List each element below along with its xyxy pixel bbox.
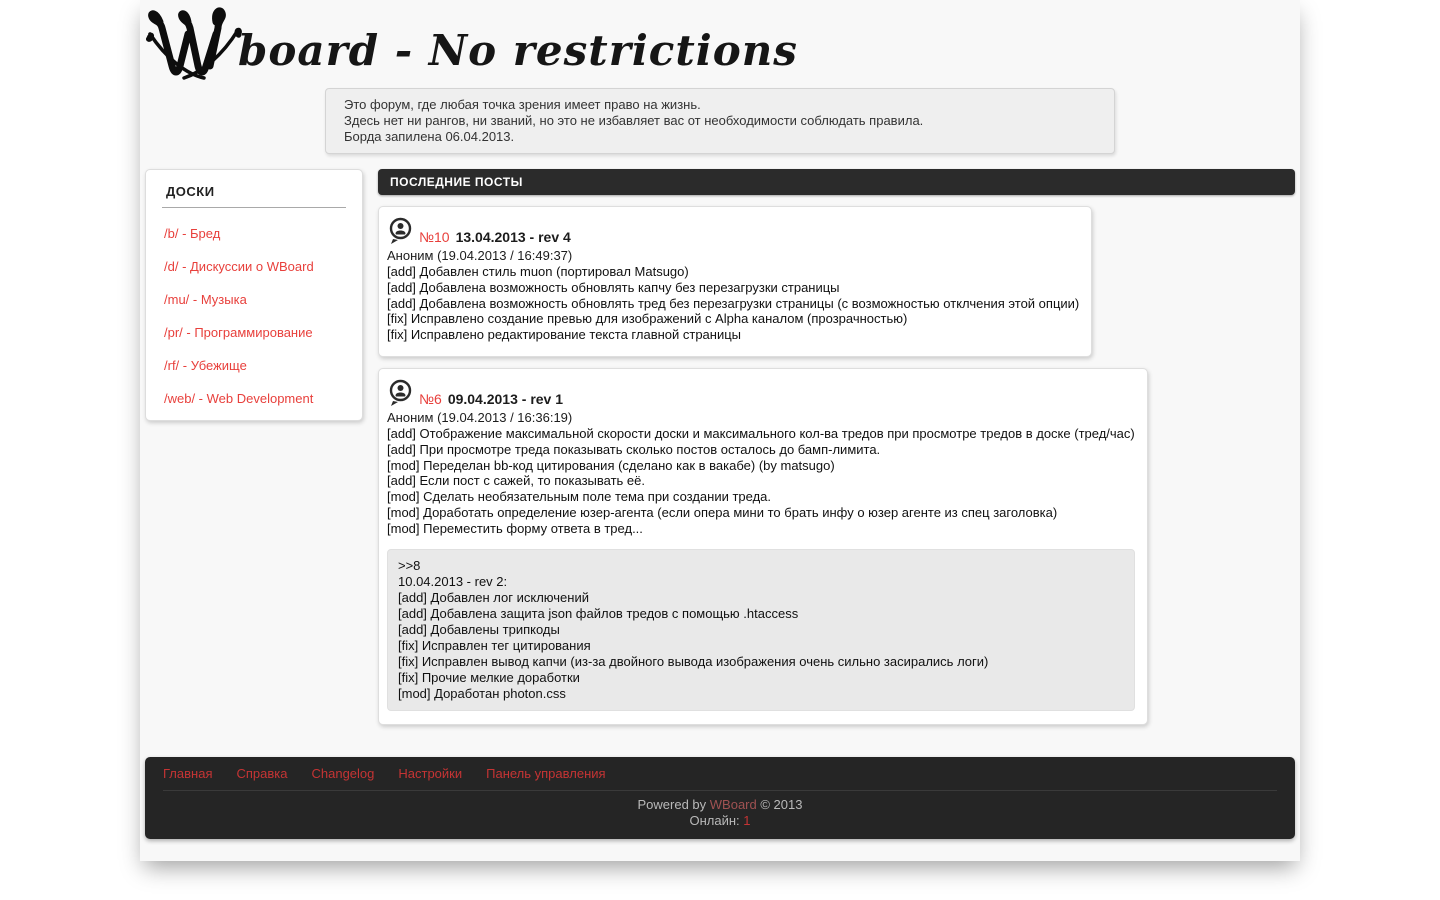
changelog-line: [mod] Переделан bb-код цитирования (сделано как в вакабе) (by matsugo) xyxy=(387,457,835,473)
user-comment-icon xyxy=(387,379,413,407)
changelog-line: [add] Добавлен стиль muon (портировал Matsugo) xyxy=(387,264,689,279)
changelog-line: [fix] Исправлено создание превью для изображений с Alpha каналом (прозрачностью) xyxy=(387,311,908,327)
quote-line: [add] Добавлены трипкоды xyxy=(398,621,560,637)
quote-line: >>8 xyxy=(398,557,421,573)
site-header xyxy=(140,0,1300,86)
quote-line: [mod] Доработан photon.css xyxy=(398,685,566,701)
post-title: 09.04.2013 - rev 1 xyxy=(447,390,564,407)
board-link[interactable]: /pr/ - Программирование xyxy=(164,325,313,340)
footer-link[interactable]: Панель управления xyxy=(486,765,606,781)
changelog-line: [fix] Исправлено редактирование текста главной страницы xyxy=(387,327,742,343)
intro-box xyxy=(325,88,1115,154)
online-line xyxy=(163,813,1277,829)
site-footer xyxy=(145,757,1295,839)
boards-sidebar xyxy=(145,169,363,421)
content-columns xyxy=(140,169,1300,725)
post-head xyxy=(387,217,1079,245)
post-number[interactable]: №10 xyxy=(419,229,450,245)
board-link[interactable]: /b/ - Бред xyxy=(164,226,221,241)
quote-line: [fix] Исправлен вывод капчи (из-за двойного вывода изображения очень сильно засирались логи) xyxy=(398,653,989,669)
quote-line: [fix] Исправлен тег цитирования xyxy=(398,637,591,653)
post-card xyxy=(378,368,1148,725)
powered-by-line xyxy=(163,797,1277,813)
post-number[interactable]: №6 xyxy=(419,390,442,407)
post-card xyxy=(378,206,1092,357)
powered-by-text: Powered by xyxy=(637,796,710,812)
changelog-line: [add] Отображение максимальной скорости доски и максимального кол-ва тредов при просмотре тредов в доске (тред/час) xyxy=(387,425,1135,441)
boards-title: ДОСКИ xyxy=(162,180,346,208)
quoted-post xyxy=(387,549,1135,711)
post-head xyxy=(387,379,1135,407)
changelog-line: [mod] Доработать определение юзер-агента (если опера мини то брать инфу о юзер агенте из спец заголовка) xyxy=(387,504,1058,520)
changelog-line: [mod] Переместить форму ответа в тред... xyxy=(387,520,643,536)
footer-link[interactable]: Changelog xyxy=(311,765,375,781)
online-count: 1 xyxy=(743,812,751,828)
footer-nav xyxy=(163,766,1277,791)
main-column xyxy=(378,169,1295,725)
board-link[interactable]: /d/ - Дискуссии о WBoard xyxy=(164,259,314,274)
footer-link[interactable]: Справка xyxy=(236,765,288,781)
page-container xyxy=(140,0,1300,861)
footer-link[interactable]: Главная xyxy=(163,765,213,781)
quote-line: [fix] Прочие мелкие доработки xyxy=(398,669,580,685)
quote-line: [add] Добавлена защита json файлов тредов с помощью .htaccess xyxy=(398,605,799,621)
changelog-line: [mod] Сделать необязательным поле тема при создании треда. xyxy=(387,489,772,505)
board-link[interactable]: /rf/ - Убежище xyxy=(164,358,247,373)
board-list xyxy=(162,226,346,406)
changelog-line: [add] Если пост с сажей, то показывать её. xyxy=(387,473,645,489)
quote-line: 10.04.2013 - rev 2: xyxy=(398,573,508,589)
changelog-line: [add] При просмотре треда показывать сколько постов осталось до бамп-лимита. xyxy=(387,441,881,457)
user-comment-icon xyxy=(387,217,413,245)
intro-line-1: Это форум, где любая точка зрения имеет право на жизнь. xyxy=(344,97,701,112)
post-title: 13.04.2013 - rev 4 xyxy=(455,229,571,245)
intro-line-3: Борда запилена 06.04.2013. xyxy=(344,129,515,144)
changelog-line: [add] Добавлена возможность обновлять тред без перезагрузки страницы (с возможностью отклчения этой опции) xyxy=(387,295,1080,311)
changelog-line: [add] Добавлена возможность обновлять капчу без перезагрузки страницы xyxy=(387,279,840,295)
post-changelog xyxy=(387,426,1135,537)
latest-posts-header: ПОСЛЕДНИЕ ПОСТЫ xyxy=(378,169,1295,195)
board-link[interactable]: /mu/ - Музыка xyxy=(164,292,247,307)
brand-link[interactable]: WBoard xyxy=(709,796,757,812)
copyright-text: © 2013 xyxy=(756,796,803,812)
post-author: Аноним (19.04.2013 / 16:49:37) xyxy=(387,248,573,263)
board-link[interactable]: /web/ - Web Development xyxy=(164,391,314,406)
online-label: Онлайн: xyxy=(689,812,744,828)
wboard-logo-icon xyxy=(146,4,242,84)
footer-link[interactable]: Настройки xyxy=(398,765,463,781)
intro-line-2: Здесь нет ни рангов, ни званий, но это не избавляет вас от необходимости соблюдать правила. xyxy=(344,113,924,128)
post-author: Аноним (19.04.2013 / 16:36:19) xyxy=(387,409,573,425)
site-title: board - No restrictions xyxy=(238,26,798,75)
post-changelog xyxy=(387,264,1079,343)
quote-line: [add] Добавлен лог исключений xyxy=(398,589,589,605)
